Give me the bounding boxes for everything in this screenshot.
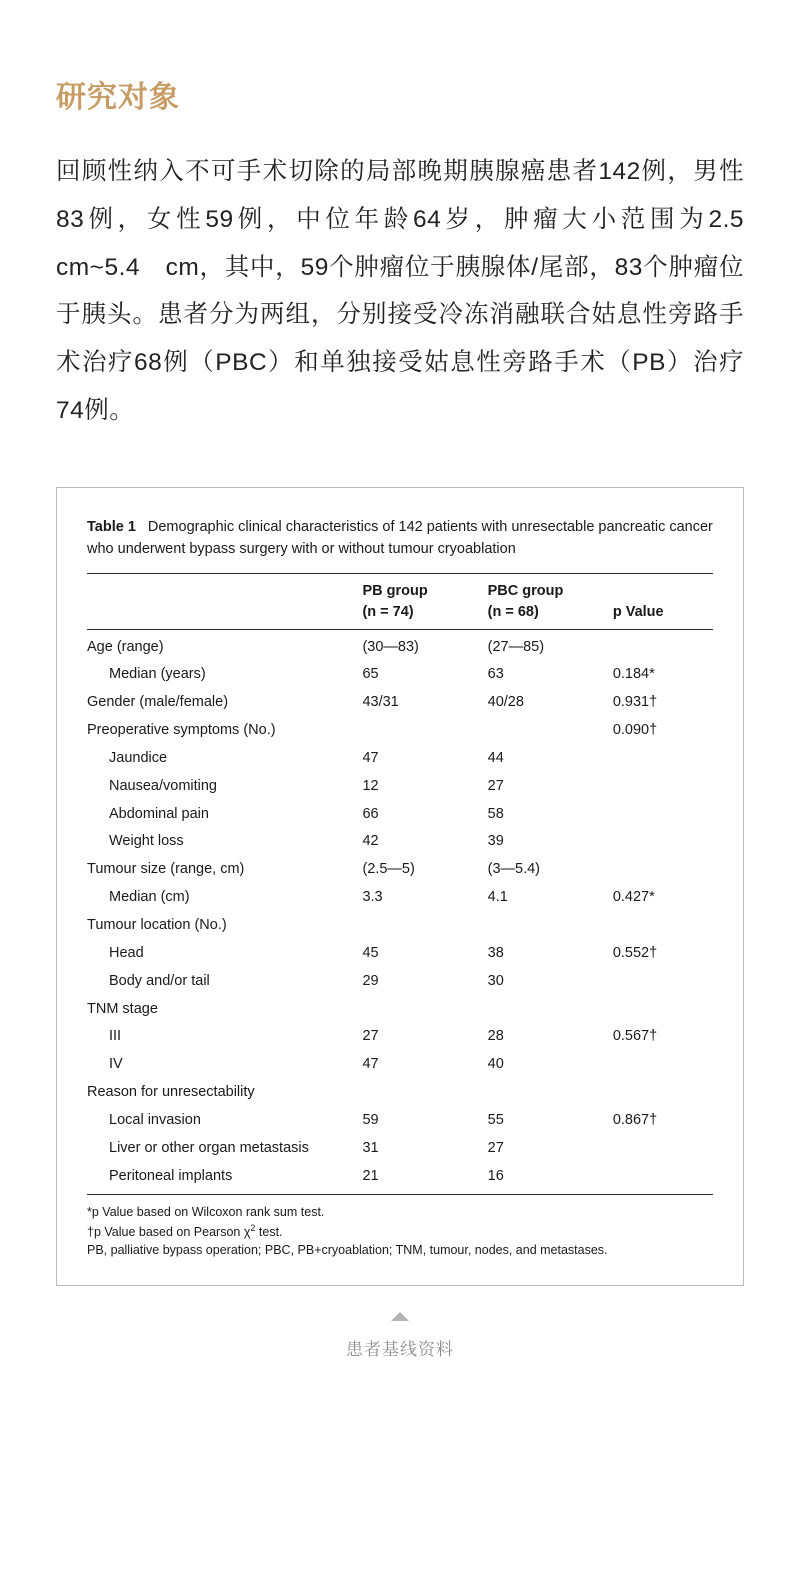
- caret-up-icon: [391, 1312, 409, 1321]
- cell-pb: 66: [362, 805, 379, 822]
- cell-pb: 31: [362, 1139, 379, 1156]
- footnote-pearson: [87, 1222, 713, 1241]
- figure-caption: 患者基线资料: [346, 1339, 454, 1359]
- row-label: Peritoneal implants: [87, 1162, 362, 1195]
- cell-pvalue: [613, 856, 713, 884]
- cell-pbc: 39: [487, 833, 504, 850]
- table-row: [87, 884, 713, 912]
- cell-pb: 27: [362, 1028, 379, 1045]
- column-header-pbc-line2: (n = 68): [487, 603, 539, 620]
- cell-pbc: (27—85): [487, 638, 545, 655]
- table-row: [87, 717, 713, 745]
- cell-pb: 43/31: [362, 694, 399, 711]
- table-row: [87, 828, 713, 856]
- cell-pb: 3.3: [362, 889, 383, 906]
- cell-pvalue: 0.552†: [612, 944, 658, 961]
- row-label: Gender (male/female): [87, 694, 229, 711]
- cell-pb: 21: [362, 1162, 487, 1195]
- cell-pbc: 16: [488, 1162, 613, 1195]
- table-body: [87, 629, 713, 1195]
- table-row: [87, 1162, 713, 1195]
- table-label: Table 1: [87, 518, 136, 535]
- table-row: [87, 629, 713, 661]
- row-label: Abdominal pain: [109, 805, 209, 822]
- row-label: Weight loss: [109, 833, 184, 850]
- column-header-blank: [87, 573, 362, 629]
- table-caption: [87, 516, 713, 561]
- body-paragraph: 回顾性纳入不可手术切除的局部晚期胰腺癌患者142例，男性83例，女性59例，中位年龄64岁，肿瘤大小范围为2.5 cm~5.4 cm，其中，59个肿瘤位于胰腺体/尾部，83个肿瘤位于胰头。患者分为两组，分别接受冷冻消融联合姑息性旁路手术治疗68例（PBC）和单独接受姑息性旁路手术（PB）治疗74例。: [56, 158, 769, 424]
- row-label: Head: [109, 944, 144, 961]
- cell-pb: 65: [362, 666, 379, 683]
- cell-pbc: [488, 995, 613, 1023]
- cell-pvalue: 0.931†: [612, 694, 658, 711]
- cell-pvalue: [613, 1162, 713, 1195]
- footnote-pearson-pre: †p Value based on Pearson: [87, 1224, 244, 1239]
- row-label: Jaundice: [109, 749, 168, 766]
- table-head: [87, 573, 713, 629]
- column-header-pbc: [488, 573, 613, 629]
- cell-pbc: [488, 1079, 613, 1107]
- cell-pbc: 4.1: [487, 889, 508, 906]
- cell-pvalue: [613, 1079, 713, 1107]
- demographics-table: [87, 573, 713, 1196]
- cell-pvalue: [613, 1051, 713, 1079]
- cell-pb: (2.5—5): [362, 861, 415, 878]
- table-row: [87, 967, 713, 995]
- cell-pvalue: 0.867†: [612, 1111, 658, 1128]
- table-row: [87, 995, 713, 1023]
- cell-pb: [362, 1079, 487, 1107]
- footnote-abbreviations: PB, palliative bypass operation; PBC, PB+cryoablation; TNM, tumour, nodes, and metastases.: [87, 1242, 608, 1257]
- table-row: [87, 1023, 713, 1051]
- cell-pbc: 58: [487, 805, 504, 822]
- cell-pbc: (3—5.4): [487, 861, 541, 878]
- table-row: [87, 772, 713, 800]
- cell-pbc: 27: [487, 1139, 504, 1156]
- chi-symbol: χ: [243, 1224, 251, 1239]
- row-label: Local invasion: [109, 1111, 201, 1128]
- cell-pbc: 55: [487, 1111, 504, 1128]
- cell-pvalue: 0.567†: [612, 1028, 658, 1045]
- table-footnotes: [87, 1203, 713, 1259]
- footnote-pearson-post: test.: [255, 1224, 283, 1239]
- cell-pvalue: 0.184*: [612, 666, 655, 683]
- row-label: III: [109, 1028, 122, 1045]
- cell-pbc: 30: [487, 972, 504, 989]
- cell-pvalue: 0.090†: [612, 722, 658, 739]
- cell-pb: 59: [362, 1111, 379, 1128]
- row-label: Age (range): [87, 638, 164, 655]
- table-caption-text: Demographic clinical characteristics of 142 patients with unresectable pancreatic cancer who underwent bypass surgery with or without tumour cryoablation: [87, 518, 713, 558]
- cell-pbc: 63: [487, 666, 504, 683]
- table-row: [87, 912, 713, 940]
- cell-pbc: [488, 912, 613, 940]
- row-label: Tumour location (No.): [87, 917, 227, 933]
- row-label: Reason for unresectability: [87, 1084, 255, 1101]
- cell-pb: 45: [362, 944, 379, 961]
- cell-pbc: 28: [487, 1028, 504, 1045]
- row-label: Tumour size (range, cm): [87, 861, 245, 878]
- cell-pvalue: [613, 800, 713, 828]
- cell-pbc: 27: [487, 777, 504, 794]
- row-label: TNM stage: [87, 1000, 158, 1017]
- row-label: Liver or other organ metastasis: [109, 1139, 309, 1156]
- table-row: [87, 1079, 713, 1107]
- row-label: Median (years): [109, 666, 206, 683]
- cell-pb: [362, 995, 487, 1023]
- cell-pvalue: [613, 912, 713, 940]
- table-row: [87, 744, 713, 772]
- cell-pb: [362, 717, 487, 745]
- row-label: Preoperative symptoms (No.): [87, 722, 276, 739]
- cell-pvalue: [613, 629, 713, 661]
- column-header-pb-line2: (n = 74): [362, 603, 414, 620]
- figure-caption-area: [56, 1286, 744, 1400]
- row-label: Nausea/vomiting: [109, 777, 217, 794]
- cell-pvalue: [613, 1134, 713, 1162]
- cell-pb: 29: [362, 972, 379, 989]
- table-row: [87, 856, 713, 884]
- row-label: Body and/or tail: [109, 972, 210, 989]
- page-title: 研究对象: [56, 81, 180, 114]
- cell-pbc: 38: [487, 944, 504, 961]
- table-header-row: [87, 573, 713, 629]
- cell-pvalue: 0.427*: [612, 889, 655, 906]
- column-header-pb: [362, 573, 487, 629]
- table-row: [87, 939, 713, 967]
- cell-pvalue: [613, 967, 713, 995]
- cell-pbc: [488, 717, 613, 745]
- figure-table-card: [56, 487, 744, 1286]
- cell-pb: (30—83): [362, 638, 419, 655]
- footnote-wilcoxon: *p Value based on Wilcoxon rank sum test.: [87, 1205, 325, 1220]
- cell-pb: [362, 912, 487, 940]
- cell-pvalue: [613, 744, 713, 772]
- cell-pb: 12: [362, 777, 379, 794]
- table-row: [87, 1106, 713, 1134]
- cell-pb: 47: [362, 749, 379, 766]
- column-header-pb-line1: PB group: [362, 582, 428, 599]
- row-label: IV: [109, 1056, 123, 1073]
- cell-pvalue: [613, 995, 713, 1023]
- chi-exponent: 2: [250, 1222, 256, 1233]
- cell-pbc: 40/28: [487, 694, 524, 711]
- cell-pbc: 44: [487, 749, 504, 766]
- table-row: [87, 1051, 713, 1079]
- cell-pbc: 40: [487, 1056, 504, 1073]
- column-header-pvalue: p Value: [613, 573, 713, 629]
- table-row: [87, 800, 713, 828]
- table-row: [87, 1134, 713, 1162]
- column-header-pbc-line1: PBC group: [487, 582, 564, 599]
- cell-pb: 42: [362, 833, 379, 850]
- table-row: [87, 661, 713, 689]
- cell-pb: 47: [362, 1056, 379, 1073]
- row-label: Median (cm): [109, 889, 190, 906]
- table-row: [87, 689, 713, 717]
- cell-pvalue: [613, 772, 713, 800]
- cell-pvalue: [613, 828, 713, 856]
